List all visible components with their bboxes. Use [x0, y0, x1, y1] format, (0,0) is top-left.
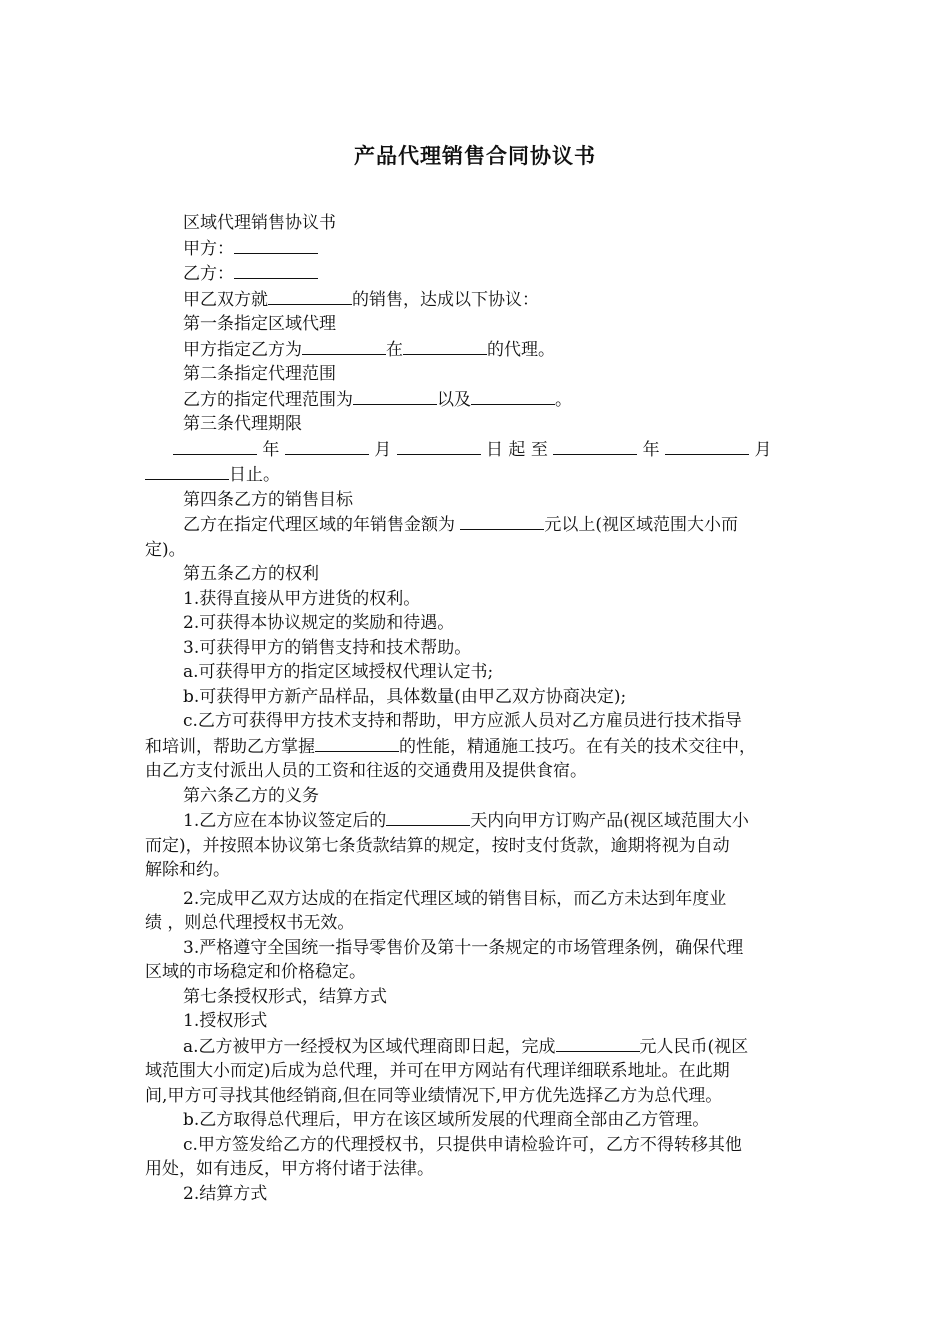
- text-span: 乙方在指定代理区域的年销售金额为: [183, 515, 461, 535]
- agreement-intro-line: [145, 287, 807, 313]
- article-6-item: [145, 808, 807, 834]
- text-span: 以及: [437, 389, 471, 410]
- article-5-subitem-cont: [145, 734, 807, 760]
- article-2-heading: 第二条指定代理范围: [183, 364, 336, 384]
- article-5-subitem-cont: 由乙方支付派出人员的工资和往返的交通费用及提供食宿。: [145, 761, 587, 781]
- article-5-heading: 第五条乙方的权利: [183, 564, 319, 584]
- article-3-heading: 第三条代理期限: [183, 414, 302, 434]
- blank-field: [173, 437, 257, 455]
- article-6-item-cont: 而定)，并按照本协议第七条货款结算的规定，按时支付货款，逾期将视为自动: [145, 835, 730, 856]
- blank-field: [315, 734, 399, 752]
- article-5-item: 3.可获得甲方的销售支持和技术帮助。: [183, 637, 472, 658]
- text-span: 甲乙双方就: [183, 289, 268, 310]
- text-span: 日 起 至: [486, 439, 548, 460]
- blank-field: [665, 437, 749, 455]
- article-7-item-cont: 域范围大小而定)后成为总代理，并可在甲方网站有代理详细联系地址。在此期: [145, 1061, 730, 1081]
- article-4-text-cont: 定)。: [145, 539, 186, 560]
- article-7-item-cont: 间,甲方可寻找其他经销商,但在同等业绩情况下,甲方优先选择乙方为总代理。: [145, 1085, 723, 1106]
- text-span: 甲方指定乙方为: [183, 339, 302, 360]
- article-2-text: [145, 387, 807, 413]
- article-7-subheading: 1.授权形式: [183, 1011, 268, 1031]
- text-span: 日止。: [229, 465, 280, 485]
- article-6-item: 3.严格遵守全国统一指导零售价及第十一条规定的市场管理条例，确保代理: [183, 937, 744, 958]
- text-span: 。: [555, 389, 572, 410]
- blank-field: [403, 337, 487, 355]
- blank-field: [556, 1034, 640, 1052]
- text-span: 乙方的指定代理范围为: [183, 389, 353, 410]
- article-7-heading: 第七条授权形式，结算方式: [183, 986, 387, 1007]
- article-1-text: [145, 337, 807, 363]
- article-6-item-cont: 解除和约。: [145, 860, 230, 880]
- article-6-item: 2.完成甲乙双方达成的在指定代理区域的销售目标，而乙方未达到年度业: [183, 888, 727, 909]
- subtitle-line: 区域代理销售协议书: [183, 213, 336, 233]
- article-7-item: [145, 1034, 807, 1060]
- blank-field: [471, 387, 555, 405]
- article-1-heading: 第一条指定区域代理: [183, 314, 336, 334]
- party-a-line: [145, 236, 807, 262]
- article-7-item: c.甲方签发给乙方的代理授权书，只提供申请检验许可，乙方不得转移其他: [183, 1134, 742, 1155]
- blank-field: [397, 437, 481, 455]
- article-5-subitem: a.可获得甲方的指定区域授权代理认定书;: [183, 662, 494, 682]
- blank-field: [268, 287, 352, 305]
- article-7-subheading: 2.结算方式: [183, 1183, 268, 1204]
- blank-field: [145, 462, 229, 480]
- text-span: 的代理。: [487, 339, 555, 360]
- blank-field: [553, 437, 637, 455]
- text-span: 元以上(视区域范围大小而: [544, 515, 739, 535]
- article-6-item-cont: 区域的市场稳定和价格稳定。: [145, 962, 366, 982]
- document-title: 产品代理销售合同协议书: [354, 144, 596, 168]
- article-4-text: [145, 512, 807, 538]
- article-5-subitem: b.可获得甲方新产品样品，具体数量(由甲乙双方协商决定);: [183, 686, 627, 707]
- blank-field: [234, 236, 318, 254]
- blank-field: [234, 261, 318, 279]
- text-span: 1.乙方应在本协议签定后的: [183, 811, 387, 831]
- article-7-item: b.乙方取得总代理后，甲方在该区域所发展的代理商全部由乙方管理。: [183, 1110, 710, 1130]
- article-5-item: 1.获得直接从甲方进货的权利。: [183, 588, 421, 609]
- party-b-line: [145, 261, 807, 287]
- blank-field: [285, 437, 369, 455]
- text-span: 月: [374, 439, 392, 460]
- party-b-label: 乙方：: [183, 264, 234, 284]
- text-span: a.乙方被甲方一经授权为区域代理商即日起，完成: [183, 1036, 556, 1057]
- text-span: 的销售，达成以下协议：: [352, 289, 539, 310]
- blank-field: [302, 337, 386, 355]
- text-span: 月: [754, 439, 772, 460]
- blank-field: [353, 387, 437, 405]
- article-5-item: 2.可获得本协议规定的奖励和待遇。: [183, 613, 455, 633]
- text-span: 天内向甲方订购产品(视区域范围大小: [470, 811, 749, 831]
- article-4-heading: 第四条乙方的销售目标: [183, 489, 353, 510]
- party-a-label: 甲方：: [183, 238, 234, 259]
- article-3-period-line: [145, 437, 807, 463]
- blank-field: [386, 808, 470, 826]
- article-6-heading: 第六条乙方的义务: [183, 785, 319, 806]
- text-span: 的性能，精通施工技巧。在有关的技术交往中，: [399, 736, 756, 757]
- article-5-subitem: c.乙方可获得甲方技术支持和帮助，甲方应派人员对乙方雇员进行技术指导: [183, 711, 742, 731]
- article-7-item-cont: 用处，如有违反，甲方将付诸于法律。: [145, 1159, 434, 1179]
- document-body: [145, 211, 807, 1206]
- article-3-period-end: [145, 462, 807, 488]
- text-span: 年: [262, 439, 280, 460]
- text-span: 元人民币(视区: [639, 1036, 749, 1057]
- text-span: 年: [642, 439, 660, 460]
- article-6-item-cont: 绩 ，则总代理授权书无效。: [145, 913, 355, 933]
- text-span: 在: [386, 339, 403, 360]
- blank-field: [460, 512, 544, 530]
- text-span: 和培训，帮助乙方掌握: [145, 736, 315, 757]
